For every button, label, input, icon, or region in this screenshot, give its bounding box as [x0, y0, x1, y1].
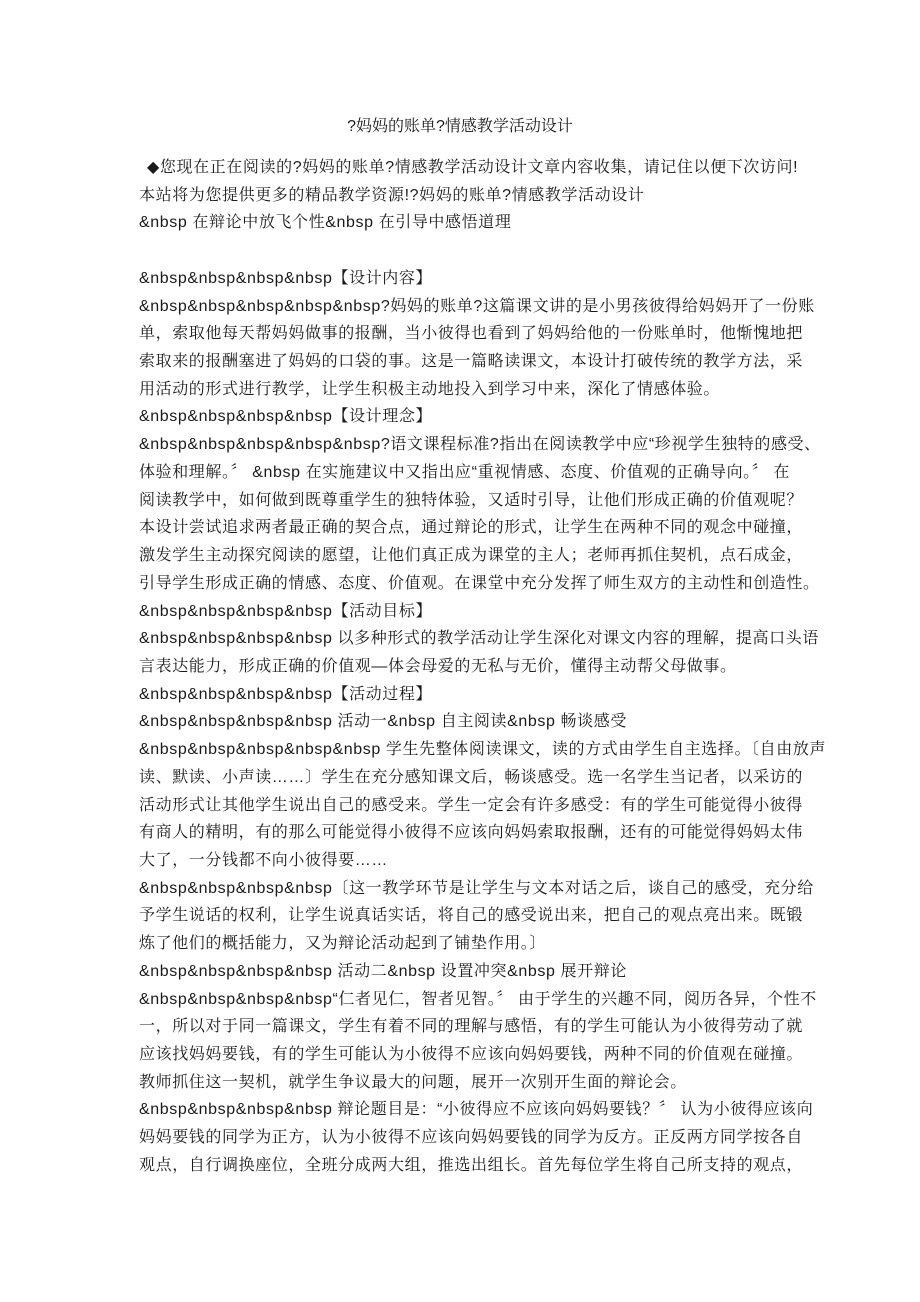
text-line: &nbsp&nbsp&nbsp&nbsp 活动二&nbsp 设置冲突&nbsp 展开辩论 — [139, 962, 627, 980]
text-line: 引导学生形成正确的情感、态度、价值观。在课堂中充分发挥了师生双方的主动性和创造性。 — [139, 574, 820, 592]
text-line: &nbsp&nbsp&nbsp&nbsp&nbsp?妈妈的账单?这篇课文讲的是小男孩彼得给妈妈开了一份账 — [139, 297, 815, 315]
document-body — [139, 154, 827, 1180]
text-line: 炼了他们的概括能力，又为辩论活动起到了铺垫作用。〕 — [139, 935, 547, 953]
text-line: &nbsp&nbsp&nbsp&nbsp〔这一教学环节是让学生与文本对话之后，谈自己的感受，充分给 — [139, 879, 814, 897]
text-line: 教师抓住这一契机，就学生争议最大的问题，展开一次别开生面的辩论会。 — [139, 1073, 687, 1091]
text-line: &nbsp&nbsp&nbsp&nbsp【活动过程】 — [139, 685, 433, 703]
text-line: &nbsp 在辩论中放飞个性&nbsp 在引导中感悟道理 — [139, 214, 512, 232]
blank-line — [139, 237, 809, 265]
text-line: 妈妈要钱的同学为正方，认为小彼得不应该向妈妈要钱的同学为反方。正反两方同学按各自 — [139, 1129, 804, 1147]
text-line: 有商人的精明，有的那么可能觉得小彼得不应该向妈妈索取报酬，还有的可能觉得妈妈太伟 — [139, 824, 804, 842]
document-title: ?妈妈的账单?情感教学活动设计 — [347, 118, 573, 135]
text-line: &nbsp&nbsp&nbsp&nbsp【设计内容】 — [139, 269, 433, 287]
text-line: &nbsp&nbsp&nbsp&nbsp 以多种形式的教学活动让学生深化对课文内容的理解，提高口头语 — [139, 630, 819, 648]
text-line: 活动形式让其他学生说出自己的感受来。学生一定会有许多感受：有的学生可能觉得小彼得 — [139, 796, 804, 814]
text-line: 阅读教学中，如何做到既尊重学生的独特体验，又适时引导，让他们形成正确的价值观呢？ — [139, 491, 804, 509]
text-line: 予学生说话的权利，让学生说真话实话，将自己的感受说出来，把自己的观点亮出来。既锻 — [139, 907, 804, 925]
text-line: 激发学生主动探究阅读的愿望，让他们真正成为课堂的主人；老师再抓住契机，点石成金， — [139, 547, 804, 565]
text-line: 言表达能力，形成正确的价值观—体会母爱的无私与无价，懂得主动帮父母做事。 — [139, 657, 737, 675]
text-line: 观点，自行调换座位，全班分成两大组，推选出组长。首先每位学生将自己所支持的观点， — [139, 1156, 804, 1174]
text-line: 读、默读、小声读……〕学生在充分感知课文后，畅谈感受。选一名学生当记者，以采访的 — [139, 768, 804, 786]
text-line: 一，所以对于同一篇课文，学生有着不同的理解与感悟，有的学生可能认为小彼得劳动了就 — [139, 1018, 804, 1036]
text-line: &nbsp&nbsp&nbsp&nbsp 辩论题目是：“小彼得应不应该向妈妈要钱？〞 认为小彼得应该向 — [139, 1101, 814, 1119]
text-line: &nbsp&nbsp&nbsp&nbsp&nbsp 学生先整体阅读课文，读的方式由学生自主选择。〔自由放声 — [139, 741, 827, 759]
text-line: 用活动的形式进行教学，让学生积极主动地投入到学习中来，深化了情感体验。 — [139, 380, 721, 398]
text-line: 索取来的报酬塞进了妈妈的口袋的事。这是一篇略读课文，本设计打破传统的教学方法，采 — [139, 353, 804, 371]
text-line: 体验和理解。〞 &nbsp 在实施建议中又指出应“重视情感、态度、价值观的正确导向。〞 在 — [139, 463, 791, 481]
text-line: &nbsp&nbsp&nbsp&nbsp&nbsp?语文课程标准?指出在阅读教学中应“珍视学生独特的感受、 — [139, 436, 821, 454]
text-line: &nbsp&nbsp&nbsp&nbsp【活动目标】 — [139, 602, 433, 620]
text-line: &nbsp&nbsp&nbsp&nbsp“仁者见仁，智者见智。〞 由于学生的兴趣不同，阅历各异，个性不 — [139, 990, 817, 1008]
text-line: ◆您现在正在阅读的?妈妈的账单?情感教学活动设计文章内容收集，请记住以便下次访问! — [147, 159, 799, 176]
text-line: 本设计尝试追求两者最正确的契合点，通过辩论的形式，让学生在两种不同的观念中碰撞， — [139, 519, 804, 537]
text-line: 单，索取他每天帮妈妈做事的报酬，当小彼得也看到了妈妈给他的一份账单时，他惭愧地把 — [139, 325, 804, 343]
text-line: &nbsp&nbsp&nbsp&nbsp【设计理念】 — [139, 408, 433, 426]
text-line: 大了，一分钱都不向小彼得要…… — [139, 851, 389, 869]
text-line: &nbsp&nbsp&nbsp&nbsp 活动一&nbsp 自主阅读&nbsp 畅谈感受 — [139, 713, 627, 731]
text-line: 应该找妈妈要钱，有的学生可能认为小彼得不应该向妈妈要钱，两种不同的价值观在碰撞。 — [139, 1046, 804, 1063]
text-line: 本站将为您提供更多的精品教学资源!?妈妈的账单?情感教学活动设计 — [139, 186, 645, 204]
